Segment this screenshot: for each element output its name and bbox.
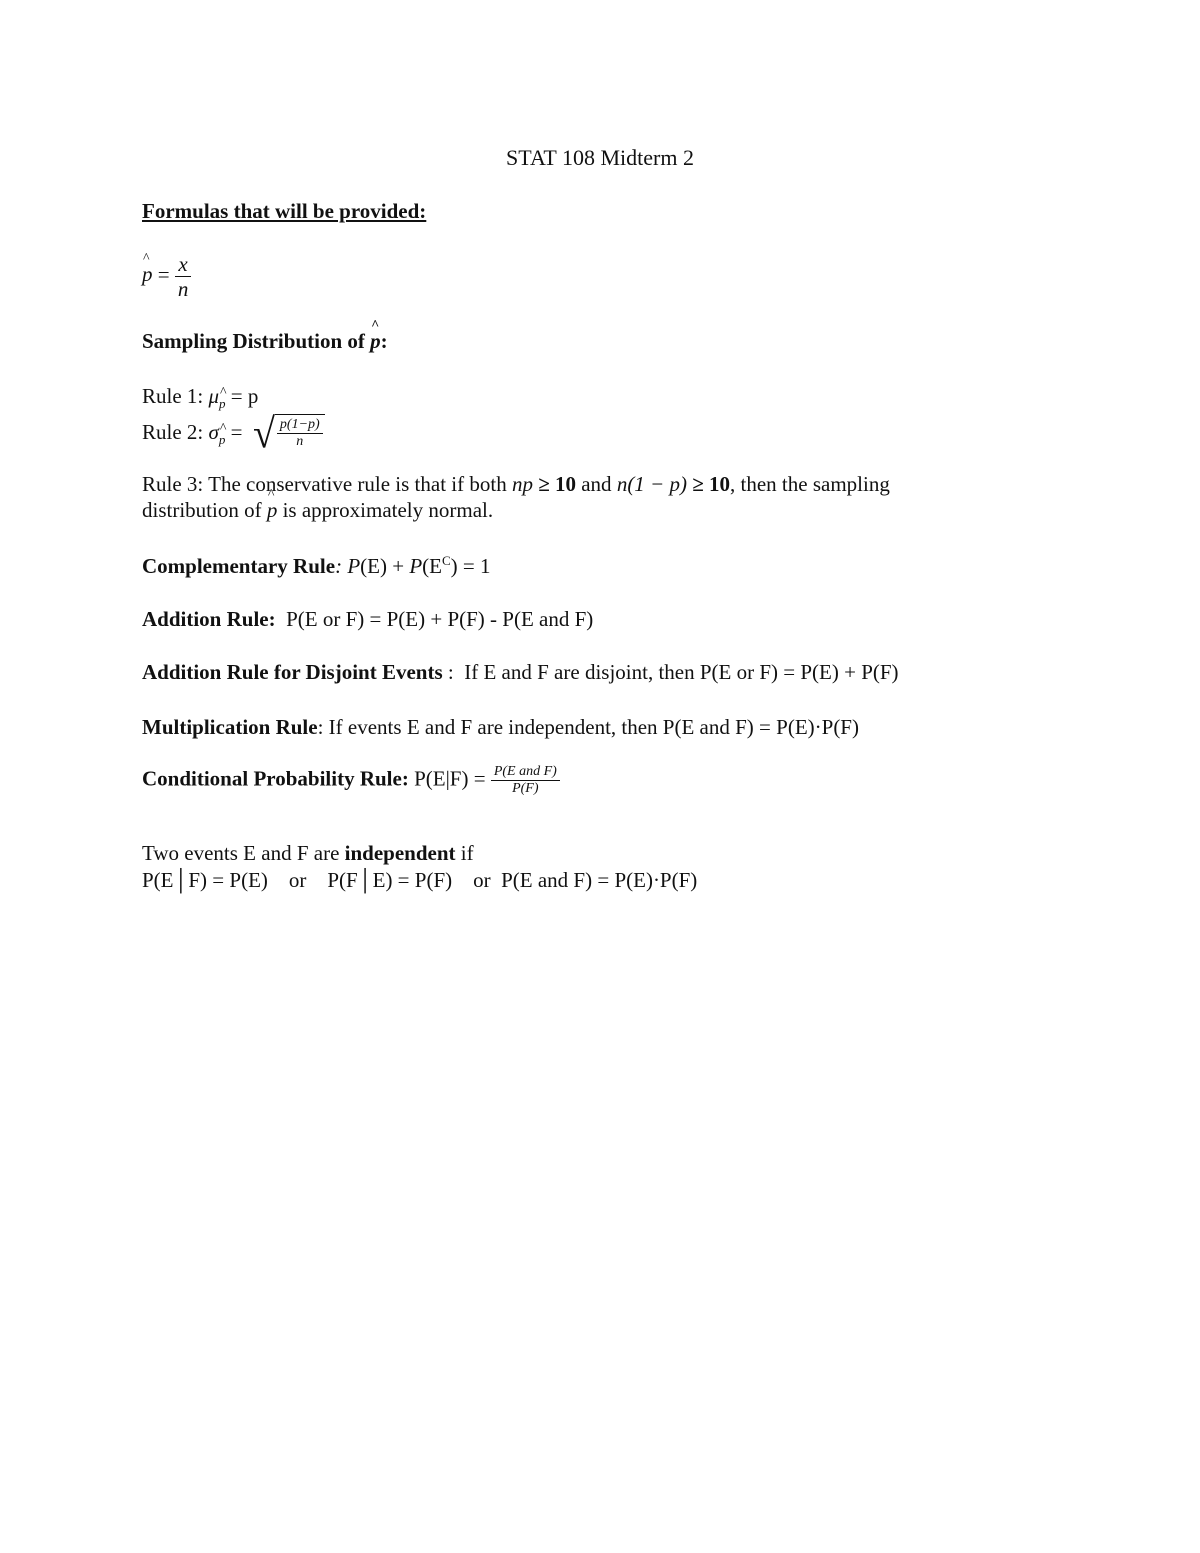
rule2-prefix: Rule 2: [142, 419, 209, 444]
independent-bold: independent [344, 841, 456, 865]
complement-colon: : [335, 554, 343, 578]
rule2-eq: = [225, 419, 248, 444]
rule1-sub: p ^ [219, 396, 226, 412]
addition-label: Addition Rule: [142, 607, 276, 631]
complement-p2: P [409, 554, 423, 578]
rule2-numerator: p(1−p) [277, 417, 323, 434]
multiplication-rule [142, 715, 859, 740]
independence-line-1 [142, 841, 474, 866]
rule3-and: and [575, 472, 617, 496]
rule2-denominator: n [296, 434, 304, 450]
addition-rule [142, 607, 593, 632]
rule1-mu: μ [208, 384, 220, 408]
rule2-sqrt [252, 409, 325, 458]
phat-formula [142, 252, 191, 301]
conditional-label: Conditional Probability Rule: [142, 766, 409, 791]
rule3-line2-b: is approximately normal. [277, 498, 494, 522]
rule3-np: np [511, 472, 533, 496]
conditional-rule [142, 764, 560, 797]
independent-text-a: Two events E and F are [142, 841, 345, 865]
rule1-rest: = p [225, 384, 259, 408]
document-title: STAT 108 Midterm 2 [506, 145, 694, 170]
rule-3-line-2 [142, 498, 493, 523]
rule-2 [142, 409, 325, 458]
conditional-fraction [491, 764, 560, 797]
conditional-numerator: P(E and F) [491, 764, 560, 781]
rule-1 [142, 384, 258, 412]
sampling-distribution-heading [142, 329, 388, 354]
disjoint-text: : If E and F are disjoint, then P(E or F) = P(E) + P(F) [442, 660, 899, 684]
rule3-line2-var: p ^ [267, 498, 278, 523]
rule-3-line-1 [142, 472, 890, 497]
complement-rest: ) = 1 [450, 554, 491, 578]
phat-numerator: x [175, 252, 192, 277]
rule2-sub: p ^ [219, 432, 226, 448]
rule3-n1p: n(1 − p) [616, 472, 687, 496]
independence-line-2: P(E│F) = P(E) or P(F│E) = P(F) or P(E and F) = P(E)·P(F) [142, 868, 698, 892]
rule3-ge2: ≥ 10 [686, 472, 731, 496]
phat-equals: = [152, 262, 175, 287]
rule3-text-b: , then the sampling [730, 472, 890, 496]
disjoint-rule [142, 660, 899, 685]
phat-fraction [175, 252, 192, 301]
disjoint-label: Addition Rule for Disjoint Events [142, 660, 443, 684]
multiplication-label: Multiplication Rule [142, 715, 318, 739]
multiplication-text: : If events E and F are independent, then P(E and F) = P(E)·P(F) [317, 715, 859, 739]
complement-p1: P [342, 554, 361, 578]
sampling-label: Sampling Distribution of [142, 329, 371, 353]
sampling-colon: : [380, 329, 388, 353]
conditional-denominator: P(F) [512, 781, 539, 797]
conditional-lhs: P(E|F) = [408, 766, 491, 791]
rule3-ge1: ≥ 10 [532, 472, 576, 496]
rule3-text-a: Rule 3: The conservative rule is that if both [142, 472, 512, 496]
complementary-rule [142, 553, 490, 579]
rule2-fraction [277, 417, 323, 450]
complement-e1: (E) + [360, 554, 410, 578]
sqrt-icon: √ [252, 409, 275, 458]
rule1-prefix: Rule 1: [142, 384, 209, 408]
addition-text: P(E or F) = P(E) + P(F) - P(E and F) [275, 607, 594, 631]
rule3-line2-a: distribution of [142, 498, 267, 522]
rule2-sigma: σ [208, 419, 219, 444]
phat-symbol: p ^ [142, 262, 153, 287]
complement-sup: C [441, 553, 451, 568]
provided-heading: Formulas that will be provided: [142, 199, 427, 223]
phat-denominator: n [177, 277, 189, 302]
independent-text-b: if [455, 841, 474, 865]
sampling-var: p ^ [370, 329, 381, 354]
complement-label: Complementary Rule [142, 554, 336, 578]
complement-e2: (E [422, 554, 442, 578]
